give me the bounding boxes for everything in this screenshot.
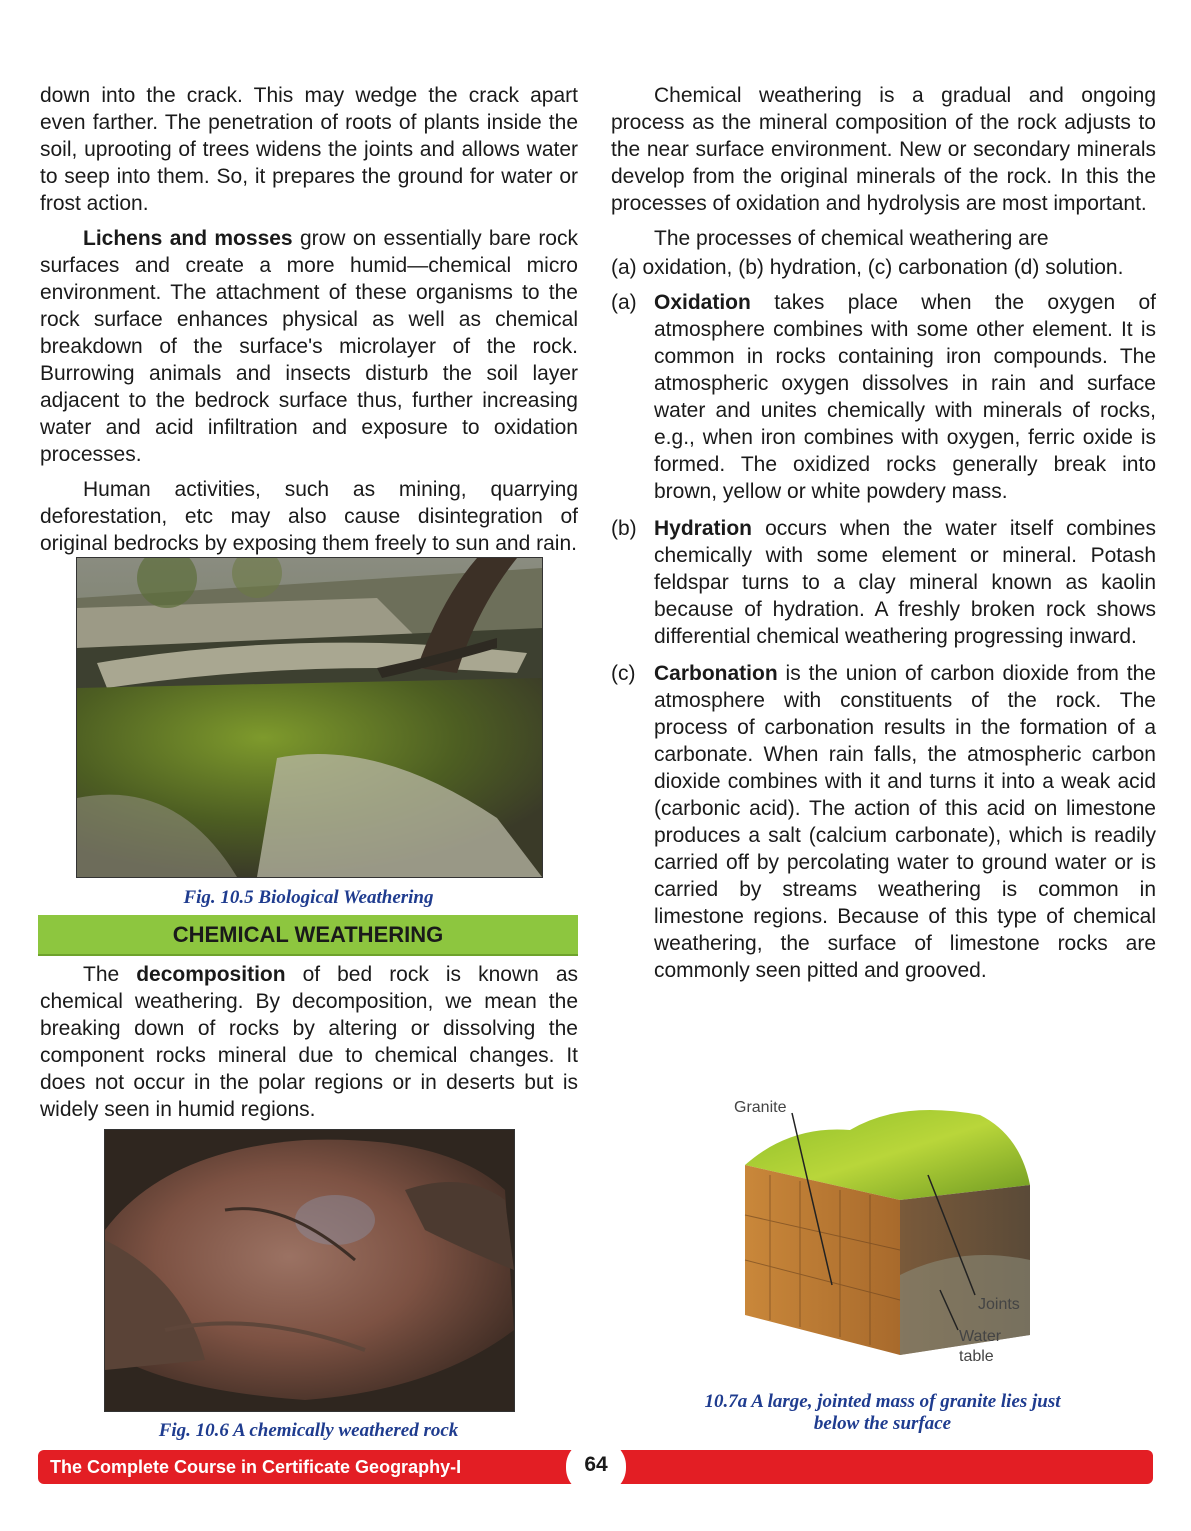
fig-10-6-caption: Fig. 10.6 A chemically weathered rock [158, 1420, 459, 1441]
fig-10-5-caption: Fig. 10.5 Biological Weathering [183, 887, 434, 908]
list-item-hydration [611, 515, 1156, 650]
left-paragraph-2-text: grow on essentially bare rock surfaces and create a more humid—chemical micro environment. The attachment of these organisms to the rock surface enhances physical as well as chemical breakdown of the surface's microlayer of the rock. Burrowing animals and insects disturb the soil layer adjacent to the bedrock surface thus, further increasing water and acid infiltration and exposure to oxidation processes. [40, 227, 578, 466]
list-marker: (c) [611, 662, 636, 685]
fig-10-7a-caption-line-1: 10.7a A large, jointed mass of granite lies just [704, 1391, 1061, 1412]
hydration-term: Hydration [654, 517, 753, 540]
decomposition-term: decomposition [136, 963, 286, 986]
hydration-text: occurs when the water itself combines chemically with some element or mineral. Potash feldspar turns to a clay mineral known as kaolin because of hydration. A freshly broken rock shows differential chemical weathering progressing inward. [654, 517, 1156, 648]
left-column [40, 82, 578, 565]
decomposition-paragraph [40, 961, 578, 1123]
oxidation-term: Oxidation [654, 291, 751, 314]
left-paragraph-3: Human activities, such as mining, quarrying deforestation, etc may also cause disintegration of original bedrocks by exposing them freely to sun and rain. [40, 478, 578, 555]
lichens-term: Lichens and mosses [83, 227, 293, 250]
list-item-carbonation [611, 660, 1156, 984]
water-table-label-2: table [959, 1348, 994, 1365]
granite-block-diagram [730, 1085, 1060, 1375]
granite-block-image [730, 1085, 1060, 1375]
list-item-oxidation [611, 289, 1156, 505]
chemical-weathering-heading: CHEMICAL WEATHERING [38, 915, 578, 956]
weathered-rock-image [105, 1130, 514, 1411]
carbonation-text: is the union of carbon dioxide from the atmosphere with constituents of the rock. The process of carbonation results in the formation of a carbonate. When rain falls, the atmospheric carbon dioxide combines with it and turns it into a weak acid (carbonic acid). The action of this acid on limestone produces a salt (calcium carbonate), which is readily carried off by percolating water to ground water or is carried by streams weathering is common in limestone regions. Because of this type of chemical weathering, the surface of limestone rocks are commonly seen pitted and grooved. [654, 662, 1156, 982]
fig-10-7a-caption-line-2: below the surface [813, 1413, 952, 1434]
biological-weathering-image [77, 558, 542, 877]
footer-book-title: The Complete Course in Certificate Geography-I [38, 1450, 578, 1484]
page-number: 64 [566, 1440, 626, 1494]
left-paragraph-1: down into the crack. This may wedge the crack apart even farther. The penetration of roots of plants inside the soil, uprooting of trees widens the joints and allows water to seep into them. So, it prepares the ground for water or frost action. [40, 84, 578, 215]
joints-label: Joints [978, 1296, 1020, 1313]
carbonation-term: Carbonation [654, 662, 778, 685]
granite-label: Granite [734, 1099, 787, 1116]
right-column [611, 82, 1156, 994]
chemically-weathered-rock-photo [104, 1129, 515, 1412]
right-paragraph-3: (a) oxidation, (b) hydration, (c) carbonation (d) solution. [611, 256, 1124, 279]
oxidation-text: takes place when the oxygen of atmosphere combines with some other element. It is common in rocks containing iron compounds. The atmospheric oxygen dissolves in rain and surface water and unites chemically with minerals of rocks, e.g., when iron combines with oxygen, ferric oxide is formed. The oxidized rocks generally break into brown, yellow or white powdery mass. [654, 291, 1156, 503]
biological-weathering-photo [76, 557, 543, 878]
list-marker: (a) [611, 291, 637, 314]
water-table-label-1: Water [959, 1328, 1002, 1345]
decomposition-start: The [83, 963, 137, 986]
footer-bar-right [612, 1450, 1153, 1484]
right-paragraph-1: Chemical weathering is a gradual and ongoing process as the mineral composition of the rock adjusts to the near surface environment. New or secondary minerals develop from the original minerals of the rock. In this the processes of oxidation and hydrolysis are most important. [611, 84, 1156, 215]
right-paragraph-2: The processes of chemical weathering are [654, 227, 1049, 250]
left-column-lower [40, 961, 578, 1131]
list-marker: (b) [611, 517, 637, 540]
left-paragraph-2 [40, 225, 578, 468]
decomposition-text: of bed rock is known as chemical weathering. By decomposition, we mean the breaking down of rocks by altering or dissolving the component rocks mineral due to chemical changes. It does not occur in the polar regions or in deserts but is widely seen in humid regions. [40, 963, 578, 1121]
